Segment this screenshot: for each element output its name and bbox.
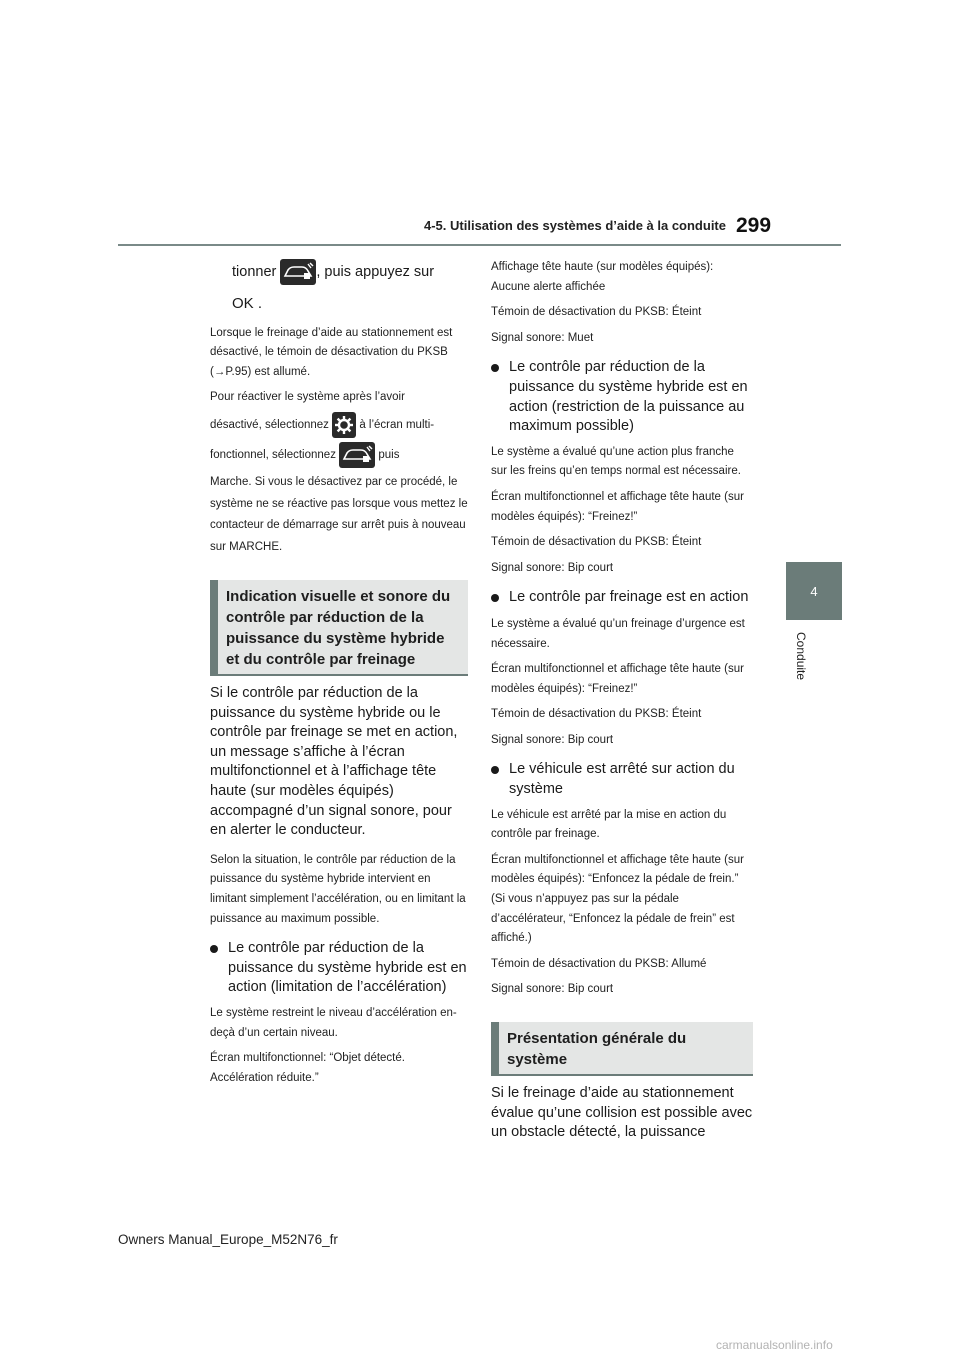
bullet2-note-3: Témoin de désactivation du PKSB: Éteint <box>491 536 702 549</box>
bullet-text: Le contrôle par réduction de la puissance du système hybride est en action (limitation de l’accélération) <box>228 940 467 996</box>
bullet-text: Le véhicule est arrêté sur action du système <box>509 761 735 798</box>
bullet1-note-2: Écran multifonctionnel: “Objet détecté. Accélération réduite.” <box>210 1052 405 1084</box>
bullet-dot <box>491 588 509 609</box>
bullet4-note-4: Signal sonore: Bip court <box>491 983 614 996</box>
hud-no-alert: Affichage tête haute (sur modèles équipés): Aucune alerte affichée <box>491 261 714 293</box>
header-divider <box>118 244 841 246</box>
bullet-text: Le contrôle par réduction de la puissance du système hybride est en action (restriction de la puissance au maximum possible) <box>509 359 748 435</box>
bullet4-note-1: Le véhicule est arrêté par la mise en action du contrôle par freinage. <box>491 808 727 841</box>
watermark: carmanualsonline.info <box>716 1338 833 1352</box>
reactivate-line-2 <box>210 412 468 438</box>
ok-button-label: OK . <box>232 295 263 312</box>
note-deactivated: Lorsque le freinage d’aide au stationnement est désactivé, le témoin de désactivation du PKSB (→P.95) est allumé. <box>210 326 453 378</box>
bullet3-note-4: Signal sonore: Bip court <box>491 733 614 746</box>
bullet4-note-2: Écran multifonctionnel et affichage tête haute (sur modèles équipés): “Enfoncez la pédale de frein.” (Si vous n’appuyez pas sur la pédale d’accélérateur, “Enfoncez la pédale de frein” est affiché.) <box>491 853 744 945</box>
page-number: 299 <box>736 214 772 237</box>
body-indication: Si le contrôle par réduction de la puissance du système hybride ou le contrôle par freinage se met en action, un message s’affiche à l’écran multifonctionnel et à l’affichage tête haute (sur modèles équipés) accompagné d’un signal sonore, pour en alerter le conducteur. <box>210 685 458 839</box>
intro-text-before: tionner <box>232 264 277 280</box>
buzzer-mute: Signal sonore: Muet <box>491 331 594 344</box>
bullet2-note-4: Signal sonore: Bip court <box>491 561 614 574</box>
parking-support-brake-icon-2 <box>339 442 375 468</box>
bullet4-note-3: Témoin de désactivation du PKSB: Allumé <box>491 957 707 970</box>
intro-line-1 <box>210 258 468 286</box>
chapter-number: 4 <box>810 583 818 599</box>
bullet-vehicle-stopped <box>491 760 753 799</box>
reactivate-line-3 <box>210 442 468 468</box>
reactivate-line-1: Pour réactiver le système après l’avoir <box>210 391 405 404</box>
section-title: 4-5. Utilisation des systèmes d’aide à la conduite <box>424 218 726 233</box>
bullet3-note-1: Le système a évalué qu’un freinage d’urgence est nécessaire. <box>491 617 745 650</box>
bullet-dot <box>491 358 509 436</box>
bullet-dot <box>210 939 228 998</box>
body-overview: Si le freinage d’aide au stationnement évalue qu’une collision est possible avec un obstacle détecté, la puissance <box>491 1085 753 1141</box>
section-heading-indication: Indication visuelle et sonore du contrôle par réduction de la puissance du système hybride et du contrôle par freinage <box>210 580 468 676</box>
bullet3-note-3: Témoin de désactivation du PKSB: Éteint <box>491 708 702 721</box>
chapter-label: Conduite <box>794 632 808 681</box>
reactivate-text-before: désactivé, sélectionnez <box>210 419 329 431</box>
bullet-text: Le contrôle par freinage est en action <box>509 589 749 606</box>
bullet-brake-control <box>491 588 753 609</box>
reactivate-text-after: à l’écran multi- <box>359 419 435 431</box>
reactivate-rest: Marche. Si vous le désactivez par ce procédé, le système ne se réactive pas lorsque vous mettez le contacteur de démarrage sur arrêt puis à nouveau sur MARCHE. <box>210 476 468 553</box>
bullet2-note-2: Écran multifonctionnel et affichage tête haute (sur modèles équipés): “Freinez!” <box>491 490 744 523</box>
bullet-dot <box>491 760 509 799</box>
reactivate-text-before-2: fonctionnel, sélectionnez <box>210 449 336 462</box>
right-column <box>491 258 753 1143</box>
intro-text-after: , puis appuyez sur <box>316 264 435 280</box>
footer-doc-id: Owners Manual_Europe_M52N76_fr <box>118 1232 338 1247</box>
bullet3-note-2: Écran multifonctionnel et affichage tête haute (sur modèles équipés): “Freinez!” <box>491 663 744 695</box>
bullet-acceleration-limit <box>210 939 468 998</box>
settings-icon <box>332 412 356 438</box>
bullet-power-restriction <box>491 358 753 436</box>
parking-support-brake-icon <box>280 259 316 285</box>
bullet2-note-1: Le système a évalué qu’une action plus franche sur les freins qu’en temps normal est nécessaire. <box>491 445 741 478</box>
left-column <box>210 258 468 1088</box>
section-heading-overview: Présentation générale du système <box>491 1022 753 1076</box>
bullet1-note-1: Le système restreint le niveau d’accélération en-deçà d’un certain niveau. <box>210 1006 457 1039</box>
reactivate-text-after-2: puis <box>378 449 400 462</box>
note-situation: Selon la situation, le contrôle par réduction de la puissance du système hybride intervient en limitant simplement l’accélération, ou en limitant la puissance au maximum possible. <box>210 853 466 925</box>
chapter-tab[interactable] <box>786 562 842 620</box>
pksb-indicator-off: Témoin de désactivation du PKSB: Éteint <box>491 306 702 319</box>
